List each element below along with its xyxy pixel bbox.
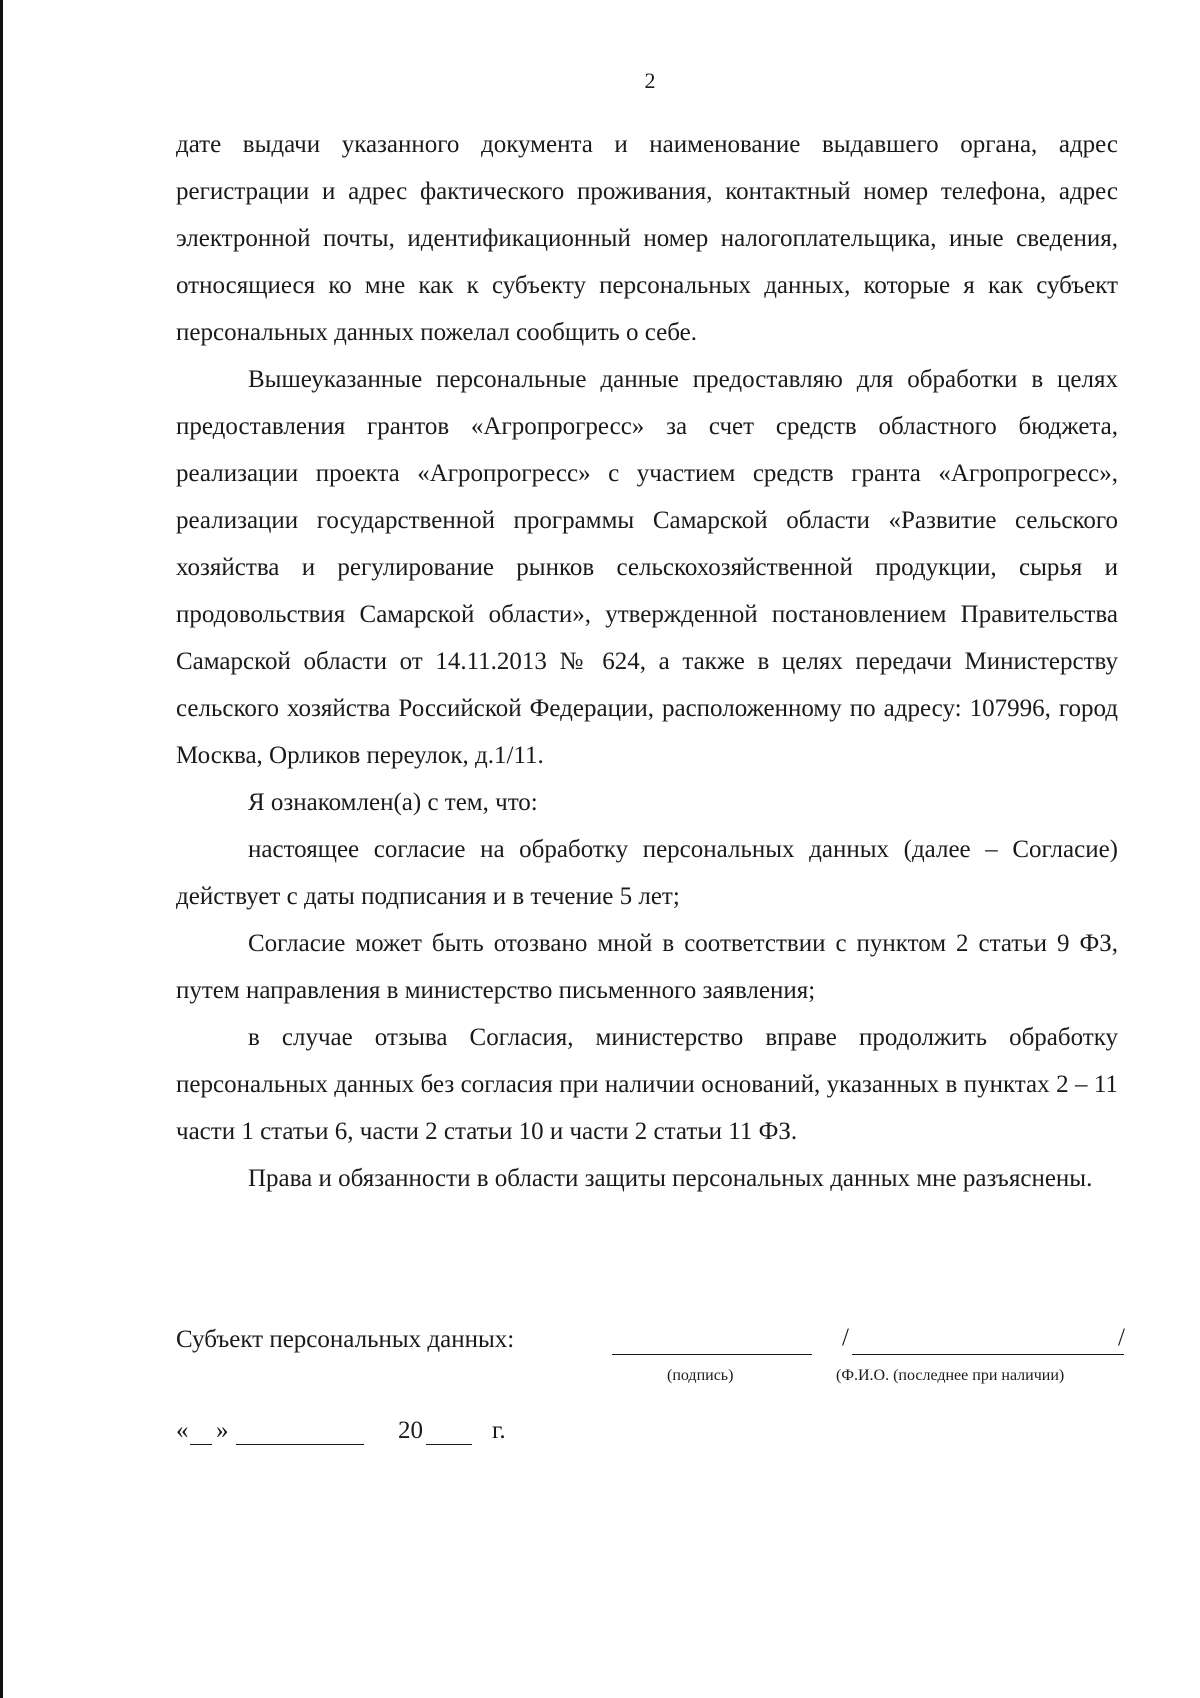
date-open-quote: «: [176, 1417, 189, 1444]
paragraph-processing-after-revocation: в случае отзыва Согласия, министерство вправе продолжить обработку персональных данных без согласия при наличии оснований, указанных в пунктах 2 – 11 части 1 статьи 6, части 2 статьи 10 и части 2 статьи 11 ФЗ.: [176, 1024, 1118, 1145]
paragraph-acknowledgement: Я ознакомлен(а) с тем, что:: [248, 789, 538, 816]
month-line[interactable]: [236, 1410, 364, 1445]
date-close-quote: »: [216, 1417, 229, 1444]
signature-caption: (подпись): [667, 1367, 734, 1384]
signature-line[interactable]: [612, 1344, 812, 1355]
paragraph-processing-purpose: Вышеуказанные персональные данные предоставляю для обработки в целях предоставления грантов «Агропрогресс» за счет средств областного бюджета, реализации проекта «Агропрогресс» с участием средств гранта «Агропрогресс», реализации государственной программы Самарской области «Развитие сельского хозяйства и регулирование рынков сельскохозяйственной продукции, сырья и продовольствия Самарской области», утвержденной постановлением Правительства Самарской области от 14.11.2013 № 624, а также в целях передачи Министерству сельского хозяйства Российской Федерации, расположенному по адресу: 107996, город Москва, Орликов переулок, д.1/11.: [176, 366, 1118, 769]
year-prefix: 20: [398, 1417, 423, 1444]
year-line[interactable]: [426, 1410, 472, 1445]
signature-label: Субъект персональных данных:: [176, 1326, 515, 1353]
page-number: 2: [644, 68, 656, 93]
document-body: [176, 121, 1118, 1202]
paragraph-personal-data-list: дате выдачи указанного документа и наименование выдавшего органа, адрес регистрации и адрес фактического проживания, контактный номер телефона, адрес электронной почты, идентификационный номер налогоплательщика, иные сведения, относящиеся ко мне как к субъекту персональных данных, которые я как субъект персональных данных пожелал сообщить о себе.: [176, 131, 1118, 346]
paragraph-rights-explained: Права и обязанности в области защиты персональных данных мне разъяснены.: [248, 1165, 1093, 1192]
paragraph-revocation: Согласие может быть отозвано мной в соответствии с пунктом 2 статьи 9 ФЗ, путем направления в министерство письменного заявления;: [176, 930, 1118, 1004]
year-suffix: г.: [492, 1417, 506, 1444]
full-name-caption: (Ф.И.О. (последнее при наличии): [836, 1367, 1065, 1384]
name-slash-left: /: [842, 1324, 849, 1351]
full-name-line[interactable]: [852, 1344, 1124, 1355]
paragraph-validity-term: настоящее согласие на обработку персональных данных (далее – Согласие) действует с даты подписания и в течение 5 лет;: [176, 836, 1118, 910]
scan-edge: [0, 0, 3, 1698]
date-field: [176, 1410, 536, 1450]
day-line[interactable]: [190, 1410, 212, 1445]
name-slash-right: /: [1118, 1324, 1125, 1351]
